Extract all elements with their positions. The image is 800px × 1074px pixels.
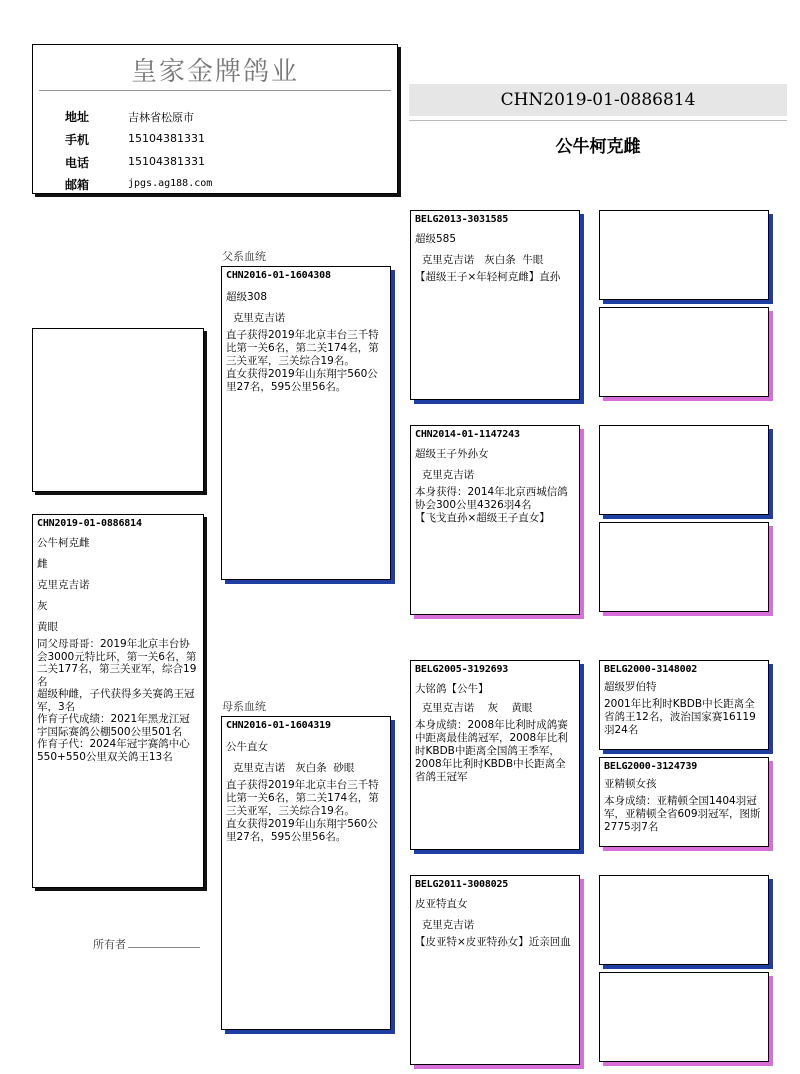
email-label: 邮箱 [65, 178, 90, 192]
gp-sd-notes: 本身获得：2014年北京西城信鸽协会300公里4326羽4名 【飞戈直孙×超级王子直女】 [415, 486, 568, 524]
sire-ring: CHN2016-01-1604308 [226, 270, 331, 281]
ggp-sds-card [599, 425, 769, 515]
ggp-ddd-card [599, 972, 769, 1062]
sire-notes: 直子获得2019年北京丰台三千特比第一关6名，第二关174名，第三关亚军，三关综合19名。 直女获得2019年山东翔宇560公里27名，595公里56名。 [226, 329, 379, 393]
grandsire-maternal-card [410, 660, 580, 850]
subject-color: 灰 [37, 600, 48, 612]
gp-sd-ring: CHN2014-01-1147243 [415, 429, 520, 440]
ggp-ssd-card [599, 307, 769, 397]
dam-name: 公牛直女 [226, 741, 268, 753]
mobile-label: 手机 [65, 133, 90, 147]
pigeon-name-title: 公牛柯克雌 [555, 137, 641, 157]
ggp-dsd-ring: BELG2000-3124739 [604, 761, 698, 772]
grandsire-paternal-card [410, 210, 580, 400]
sire-detail: 克里克吉诺 [226, 312, 286, 324]
ggp-sss-card [599, 210, 769, 300]
gp-dd-name: 皮亚特直女 [415, 898, 468, 910]
gp-dd-notes: 【皮亚特×皮亚特孙女】近亲回血 [415, 936, 571, 948]
subject-eye: 黄眼 [37, 621, 58, 633]
gp-ss-ring: BELG2013-3031585 [415, 214, 509, 225]
subject-name: 公牛柯克雌 [37, 537, 90, 549]
ggp-dsd-notes: 本身成绩：亚精顿全国1404羽冠军，亚精顿全省609羽冠军，图斯2775羽7名 [604, 795, 761, 833]
sire-name: 超级308 [226, 291, 268, 303]
subject-ring: CHN2019-01-0886814 [37, 518, 142, 529]
gp-sd-name: 超级王子外孙女 [415, 448, 489, 460]
breeder-card [32, 44, 398, 194]
dam-line-label: 母系血统 [222, 700, 266, 713]
subject-strain: 克里克吉诺 [37, 579, 90, 591]
address-label: 地址 [65, 110, 90, 124]
owner-underline [128, 937, 200, 948]
granddam-paternal-card [410, 425, 580, 615]
mobile-value: 15104381331 [128, 132, 205, 145]
gp-dd-ring: BELG2011-3008025 [415, 879, 509, 890]
ggp-dss-ring: BELG2000-3148002 [604, 664, 698, 675]
dam-detail: 克里克吉诺 灰白条 砂眼 [226, 762, 355, 774]
subject-card [32, 514, 204, 888]
gp-dd-detail: 克里克吉诺 [415, 919, 475, 931]
divider [39, 90, 391, 91]
sire-line-label: 父系血统 [222, 250, 266, 263]
ggp-dsd-name: 亚精顿女孩 [604, 778, 657, 790]
gp-ds-name: 大铭鸽【公牛】 [415, 683, 489, 695]
email-value: jpgs.ag188.com [128, 178, 213, 189]
ggp-dsd-card [599, 757, 769, 847]
granddam-maternal-card [410, 875, 580, 1065]
company-name: 皇家金牌鸽业 [130, 57, 299, 87]
ggp-dss-name: 超级罗伯特 [604, 681, 657, 693]
ggp-dss-card [599, 660, 769, 750]
owner-field [93, 936, 200, 952]
phone-label: 电话 [65, 156, 90, 170]
gp-sd-detail: 克里克吉诺 [415, 469, 475, 481]
dam-card [221, 716, 391, 1030]
ggp-dss-notes: 2001年比利时KBDB中长距离全省鸽王12名，波治国家赛16119羽24名 [604, 698, 756, 736]
address-value: 吉林省松原市 [128, 111, 194, 124]
ggp-sdd-card [599, 522, 769, 612]
phone-value: 15104381331 [128, 155, 205, 168]
pigeon-photo [32, 328, 204, 492]
subject-sex: 雌 [37, 558, 48, 570]
gp-ss-notes: 【超级王子×年轻柯克雌】直孙 [415, 271, 561, 283]
gp-ds-notes: 本身成绩：2008年比利时成鸽赛中距离最佳鸽冠军，2008年比利时KBDB中距离全国鸽王季军，2008年比利时KBDB中长距离全省鸽王冠军 [415, 719, 568, 783]
dam-notes: 直子获得2019年北京丰台三千特比第一关6名，第二关174名，第三关亚军，三关综合19名。 直女获得2019年山东翔宇560公里27名，595公里56名。 [226, 779, 379, 843]
dam-ring: CHN2016-01-1604319 [226, 720, 331, 731]
owner-label: 所有者 [93, 938, 126, 951]
ggp-dds-card [599, 875, 769, 965]
subject-notes: 同父母哥哥：2019年北京丰台协会3000元特比环，第一关6名，第二关177名，第三关亚军，综合19名 超级种雌，子代获得多关赛鸽王冠军，3名 作育子代成绩：2021年黑龙江冠宇国际赛鸽公棚500公里501名 作育子代：2024年冠宇赛鸽中心550+550公里双关鸽王13名 [37, 638, 197, 763]
pigeon-ring-title: CHN2019-01-0886814 [409, 84, 787, 116]
gp-ss-detail: 克里克吉诺 灰白条 牛眼 [415, 254, 544, 266]
sire-card [221, 266, 391, 580]
gp-ds-detail: 克里克吉诺 灰 黄眼 [415, 702, 533, 714]
title-divider [409, 120, 787, 121]
gp-ss-name: 超级585 [415, 233, 457, 245]
gp-ds-ring: BELG2005-3192693 [415, 664, 509, 675]
